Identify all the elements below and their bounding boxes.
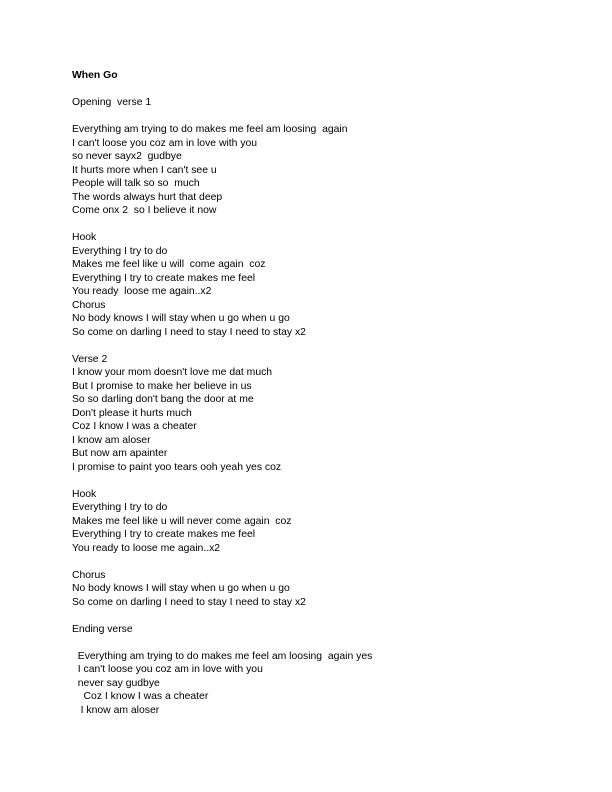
lyric-line: Everything am trying to do makes me feel am loosing again yes bbox=[72, 650, 373, 662]
lyric-line: never say gudbye bbox=[72, 677, 160, 689]
lyric-line: Makes me feel like u will come again coz bbox=[72, 259, 266, 270]
lyric-line: No body knows I will stay when u go when u go bbox=[72, 313, 290, 324]
lyric-line: Verse 2 bbox=[72, 353, 108, 365]
lyric-line: But now am apainter bbox=[72, 448, 168, 459]
lyric-line: Coz I know I was a cheater bbox=[72, 421, 197, 432]
lyric-line: Hook bbox=[72, 488, 97, 500]
lyric-line: The words always hurt that deep bbox=[72, 191, 223, 203]
lyric-line: Come onx 2 so I believe it now bbox=[72, 205, 217, 216]
blank-line bbox=[72, 636, 572, 650]
blank-line bbox=[72, 339, 572, 353]
lyric-line: Don't please it hurts much bbox=[72, 407, 192, 419]
lyric-line: I know am aloser bbox=[72, 704, 160, 716]
lyrics-lines bbox=[72, 83, 572, 718]
lyric-line: So come on darling I need to stay I need to stay x2 bbox=[72, 326, 306, 338]
lyric-line: I know your mom doesn't love me dat much bbox=[72, 367, 273, 378]
lyric-line: It hurts more when I can't see u bbox=[72, 164, 217, 176]
document-title: When Go bbox=[72, 70, 118, 81]
blank-line bbox=[72, 218, 572, 232]
lyric-line: Hook bbox=[72, 232, 97, 243]
lyric-line: People will talk so so much bbox=[72, 178, 200, 189]
lyric-line: Everything I try to do bbox=[72, 502, 168, 513]
lyric-line: No body knows I will stay when u go when u go bbox=[72, 583, 290, 594]
lyric-line: Opening verse 1 bbox=[72, 97, 152, 108]
lyric-line: Everything I try to do bbox=[72, 245, 168, 257]
lyric-line: But I promise to make her believe in us bbox=[72, 380, 252, 392]
lyric-line: I know am aloser bbox=[72, 434, 151, 446]
blank-line bbox=[72, 609, 572, 623]
lyric-line: Everything I try to create makes me feel bbox=[72, 272, 256, 284]
lyric-line: Everything am trying to do makes me feel am loosing again bbox=[72, 124, 348, 135]
blank-line bbox=[72, 110, 572, 124]
lyric-line: You ready to loose me again..x2 bbox=[72, 542, 221, 554]
lyric-line: I can't loose you coz am in love with you bbox=[72, 137, 258, 149]
blank-line bbox=[72, 83, 572, 97]
document-body bbox=[72, 69, 572, 717]
lyric-line: Everything I try to create makes me feel bbox=[72, 529, 256, 540]
lyric-line: So so darling don't bang the door at me bbox=[72, 394, 254, 405]
lyric-line: Chorus bbox=[72, 299, 106, 311]
lyric-line: Ending verse bbox=[72, 623, 133, 635]
blank-line bbox=[72, 555, 572, 569]
blank-line bbox=[72, 474, 572, 488]
lyric-line: Makes me feel like u will never come again coz bbox=[72, 515, 292, 527]
lyric-line: You ready loose me again..x2 bbox=[72, 286, 212, 297]
lyric-line: so never sayx2 gudbye bbox=[72, 151, 182, 162]
lyric-line: I promise to paint yoo tears ooh yeah yes coz bbox=[72, 461, 282, 473]
lyric-line: I can't loose you coz am in love with you bbox=[72, 664, 263, 675]
lyric-line: Coz I know I was a cheater bbox=[72, 691, 209, 702]
lyric-line: So come on darling I need to stay I need to stay x2 bbox=[72, 596, 306, 608]
lyric-line: Chorus bbox=[72, 569, 106, 581]
